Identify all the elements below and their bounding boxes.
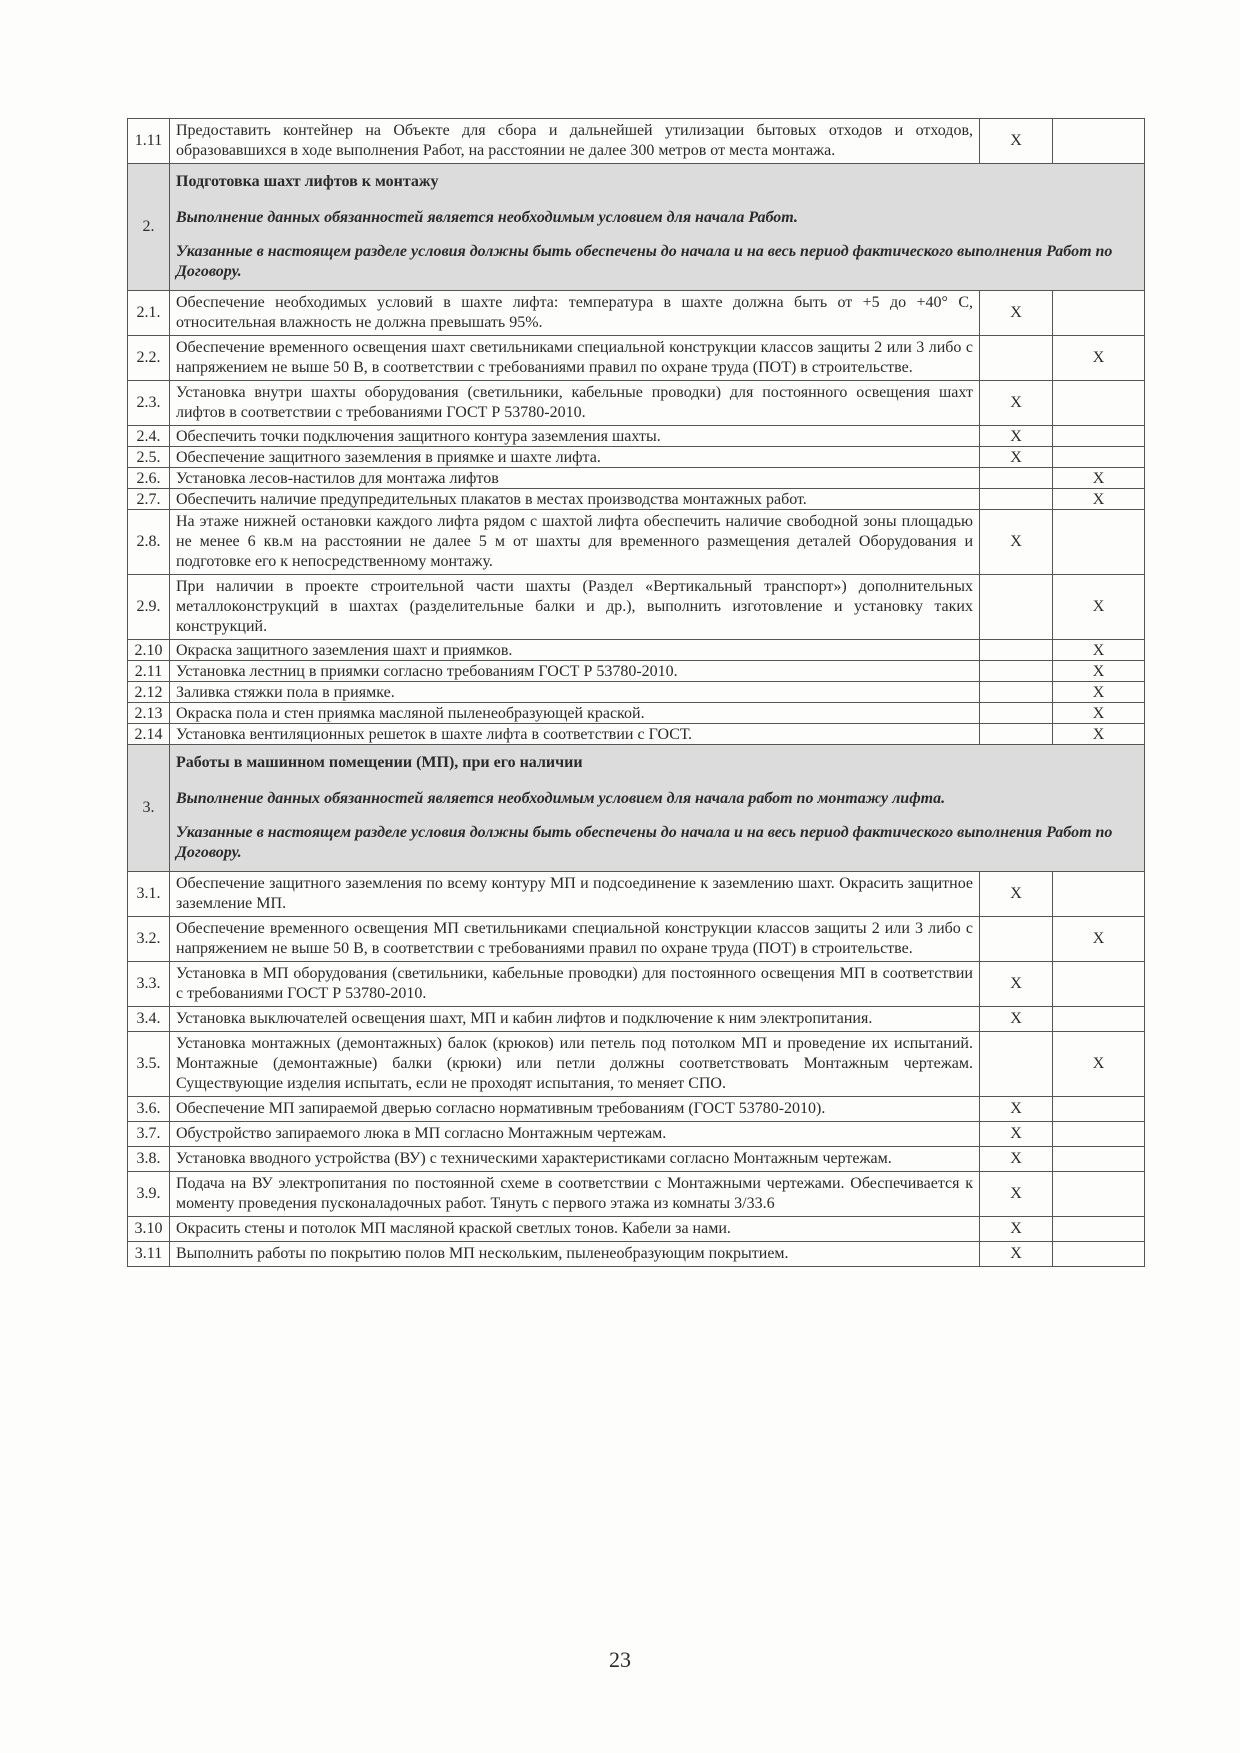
- mark-column-2: [1053, 381, 1145, 426]
- item-text: На этаже нижней остановки каждого лифта рядом с шахтой лифта обеспечить наличие свободной зоны площадью не менее 6 кв.м на расстоянии не далее 5 м от шахты для временного размещения деталей Оборудования и подготовке его к непосредственному монтажу.: [170, 510, 980, 575]
- item-text: Обеспечение защитного заземления по всему контуру МП и подсоединение к заземлению шахт. Окрасить защитное заземление МП.: [170, 872, 980, 917]
- item-number: 2.14: [128, 724, 170, 745]
- item-text: Обеспечить наличие предупредительных плакатов в местах производства монтажных работ.: [170, 489, 980, 510]
- mark-column-2: [1053, 447, 1145, 468]
- table-row: [128, 291, 1145, 336]
- mark-column-2: Х: [1053, 468, 1145, 489]
- table-row: [128, 640, 1145, 661]
- table-row: [128, 468, 1145, 489]
- item-number: 2.8.: [128, 510, 170, 575]
- item-number: 2.11: [128, 661, 170, 682]
- mark-column-1: Х: [980, 1242, 1053, 1267]
- table-row: [128, 1242, 1145, 1267]
- section-title: Работы в машинном помещении (МП), при его наличии: [176, 754, 583, 771]
- requirements-table: [127, 118, 1145, 1267]
- table-row: [128, 703, 1145, 724]
- table-row: [128, 381, 1145, 426]
- item-text: Подача на ВУ электропитания по постоянной схеме в соответствии с Монтажными чертежами. Обеспечивается к моменту проведения пусконаладочных работ. Тянуть с первого этажа из комнаты 3/33.6: [170, 1172, 980, 1217]
- table-row: [128, 1217, 1145, 1242]
- mark-column-1: [980, 575, 1053, 640]
- table-row: [128, 119, 1145, 164]
- mark-column-2: [1053, 510, 1145, 575]
- mark-column-2: Х: [1053, 724, 1145, 745]
- table-row: [128, 1097, 1145, 1122]
- section-2-header-row: [128, 164, 1145, 291]
- section-number: 3.: [128, 745, 170, 872]
- table-row: [128, 575, 1145, 640]
- item-number: 3.7.: [128, 1122, 170, 1147]
- item-text: Заливка стяжки пола в приямке.: [170, 682, 980, 703]
- item-text: Окраска пола и стен приямка масляной пыленеобразующей краской.: [170, 703, 980, 724]
- mark-column-2: [1053, 426, 1145, 447]
- mark-column-2: [1053, 1147, 1145, 1172]
- mark-column-1: [980, 468, 1053, 489]
- table-row: [128, 510, 1145, 575]
- table-row: [128, 1172, 1145, 1217]
- item-number: 2.7.: [128, 489, 170, 510]
- item-text: Установка внутри шахты оборудования (светильники, кабельные проводки) для постоянного освещения шахт лифтов в соответствии с требованиями ГОСТ Р 53780-2010.: [170, 381, 980, 426]
- mark-column-1: [980, 724, 1053, 745]
- item-text: Обеспечение временного освещения МП светильниками специальной конструкции классов защиты 2 или 3 либо с напряжением не выше 50 В, в соответствии с требованиями правил по охране труда (ПОТ) в строительстве.: [170, 917, 980, 962]
- mark-column-2: [1053, 291, 1145, 336]
- item-text: Предоставить контейнер на Объекте для сбора и дальнейшей утилизации бытовых отходов и отходов, образовавшихся в ходе выполнения Работ, на расстоянии не далее 300 метров от места монтажа.: [170, 119, 980, 164]
- table-row: [128, 1032, 1145, 1097]
- item-number: 2.6.: [128, 468, 170, 489]
- table-row: [128, 489, 1145, 510]
- mark-column-2: [1053, 1172, 1145, 1217]
- mark-column-2: [1053, 1097, 1145, 1122]
- item-number: 2.9.: [128, 575, 170, 640]
- mark-column-2: Х: [1053, 703, 1145, 724]
- mark-column-2: [1053, 1217, 1145, 1242]
- mark-column-1: [980, 703, 1053, 724]
- item-text: При наличии в проекте строительной части шахты (Раздел «Вертикальный транспорт») дополнительных металлоконструкций в шахтах (разделительные балки и др.), выполнить изготовление и установку таких конструкций.: [170, 575, 980, 640]
- mark-column-1: Х: [980, 872, 1053, 917]
- mark-column-2: Х: [1053, 661, 1145, 682]
- item-number: 2.13: [128, 703, 170, 724]
- mark-column-1: Х: [980, 291, 1053, 336]
- item-number: 3.8.: [128, 1147, 170, 1172]
- mark-column-2: Х: [1053, 575, 1145, 640]
- mark-column-2: Х: [1053, 682, 1145, 703]
- mark-column-2: [1053, 1122, 1145, 1147]
- mark-column-1: Х: [980, 1122, 1053, 1147]
- mark-column-1: Х: [980, 1172, 1053, 1217]
- mark-column-2: Х: [1053, 917, 1145, 962]
- section-header-cell: [170, 164, 1145, 291]
- table-row: [128, 962, 1145, 1007]
- mark-column-2: [1053, 1242, 1145, 1267]
- section-note: Указанные в настоящем разделе условия должны быть обеспечены до начала и на весь период фактического выполнения Работ по Договору.: [176, 824, 1113, 861]
- table-row: [128, 426, 1145, 447]
- item-number: 3.6.: [128, 1097, 170, 1122]
- item-number: 3.2.: [128, 917, 170, 962]
- item-text: Установка в МП оборудования (светильники, кабельные проводки) для постоянного освещения МП в соответствии с требованиями ГОСТ Р 53780-2010.: [170, 962, 980, 1007]
- mark-column-1: Х: [980, 1007, 1053, 1032]
- section-note: Выполнение данных обязанностей является необходимым условием для начала Работ.: [176, 209, 798, 226]
- table-row: [128, 724, 1145, 745]
- mark-column-2: [1053, 119, 1145, 164]
- mark-column-2: Х: [1053, 336, 1145, 381]
- item-number: 2.1.: [128, 291, 170, 336]
- item-text: Установка выключателей освещения шахт, МП и кабин лифтов и подключение к ним электропитания.: [170, 1007, 980, 1032]
- mark-column-1: [980, 336, 1053, 381]
- mark-column-2: Х: [1053, 489, 1145, 510]
- mark-column-1: Х: [980, 1217, 1053, 1242]
- mark-column-1: [980, 682, 1053, 703]
- item-number: 2.2.: [128, 336, 170, 381]
- item-text: Установка лесов-настилов для монтажа лифтов: [170, 468, 980, 489]
- mark-column-1: Х: [980, 510, 1053, 575]
- mark-column-2: [1053, 962, 1145, 1007]
- item-text: Обеспечение МП запираемой дверью согласно нормативным требованиям (ГОСТ 53780-2010).: [170, 1097, 980, 1122]
- page-number: 23: [609, 1647, 631, 1672]
- table-row: [128, 682, 1145, 703]
- table-row: [128, 1147, 1145, 1172]
- mark-column-1: Х: [980, 381, 1053, 426]
- item-number: 3.4.: [128, 1007, 170, 1032]
- table-row: [128, 661, 1145, 682]
- item-number: 2.5.: [128, 447, 170, 468]
- item-number: 2.3.: [128, 381, 170, 426]
- section-note: Указанные в настоящем разделе условия должны быть обеспечены до начала и на весь период фактического выполнения Работ по Договору.: [176, 243, 1113, 280]
- mark-column-1: [980, 661, 1053, 682]
- mark-column-1: [980, 917, 1053, 962]
- mark-column-1: [980, 489, 1053, 510]
- item-text: Установка монтажных (демонтажных) балок (крюков) или петель под потолком МП и проведение их испытаний. Монтажные (демонтажные) балки (крюки) или петли должны соответствовать Монтажным чертежам. Существующие изделия испытать, если не проходят испытания, то меняет СПО.: [170, 1032, 980, 1097]
- item-text: Обустройство запираемого люка в МП согласно Монтажным чертежам.: [170, 1122, 980, 1147]
- mark-column-1: Х: [980, 426, 1053, 447]
- item-number: 3.9.: [128, 1172, 170, 1217]
- mark-column-1: Х: [980, 447, 1053, 468]
- item-number: 3.1.: [128, 872, 170, 917]
- item-number: 3.3.: [128, 962, 170, 1007]
- item-number: 2.10: [128, 640, 170, 661]
- table-row: [128, 1122, 1145, 1147]
- item-text: Окраска защитного заземления шахт и приямков.: [170, 640, 980, 661]
- table-row: [128, 447, 1145, 468]
- item-text: Установка лестниц в приямки согласно требованиям ГОСТ Р 53780-2010.: [170, 661, 980, 682]
- table-row: [128, 1007, 1145, 1032]
- mark-column-1: Х: [980, 1097, 1053, 1122]
- item-number: 3.10: [128, 1217, 170, 1242]
- mark-column-1: [980, 1032, 1053, 1097]
- item-text: Обеспечить точки подключения защитного контура заземления шахты.: [170, 426, 980, 447]
- item-text: Обеспечение временного освещения шахт светильниками специальной конструкции классов защиты 2 или 3 либо с напряжением не выше 50 В, в соответствии с требованиями правил по охране труда (ПОТ) в строительстве.: [170, 336, 980, 381]
- mark-column-2: [1053, 872, 1145, 917]
- item-text: Окрасить стены и потолок МП масляной краской светлых тонов. Кабели за нами.: [170, 1217, 980, 1242]
- item-text: Установка вентиляционных решеток в шахте лифта в соответствии с ГОСТ.: [170, 724, 980, 745]
- table-row: [128, 872, 1145, 917]
- section-number: 2.: [128, 164, 170, 291]
- item-text: Выполнить работы по покрытию полов МП нескольким, пыленеобразующим покрытием.: [170, 1242, 980, 1267]
- table-row: [128, 917, 1145, 962]
- mark-column-2: Х: [1053, 1032, 1145, 1097]
- mark-column-1: Х: [980, 962, 1053, 1007]
- mark-column-1: Х: [980, 1147, 1053, 1172]
- mark-column-1: [980, 640, 1053, 661]
- requirements-table-wrapper: [127, 118, 1144, 1267]
- section-title: Подготовка шахт лифтов к монтажу: [176, 173, 439, 190]
- mark-column-2: Х: [1053, 640, 1145, 661]
- item-number: 3.11: [128, 1242, 170, 1267]
- section-header-cell: [170, 745, 1145, 872]
- item-text: Обеспечение необходимых условий в шахте лифта: температура в шахте должна быть от +5 до +40° С, относительная влажность не должна превышать 95%.: [170, 291, 980, 336]
- item-text: Установка вводного устройства (ВУ) с техническими характеристиками согласно Монтажным чертежам.: [170, 1147, 980, 1172]
- item-number: 3.5.: [128, 1032, 170, 1097]
- table-row: [128, 336, 1145, 381]
- mark-column-1: Х: [980, 119, 1053, 164]
- mark-column-2: [1053, 1007, 1145, 1032]
- item-number: 2.12: [128, 682, 170, 703]
- section-3-header-row: [128, 745, 1145, 872]
- section-note: Выполнение данных обязанностей является необходимым условием для начала работ по монтажу лифта.: [176, 790, 946, 807]
- item-number: 1.11: [128, 119, 170, 164]
- item-number: 2.4.: [128, 426, 170, 447]
- item-text: Обеспечение защитного заземления в приямке и шахте лифта.: [170, 447, 980, 468]
